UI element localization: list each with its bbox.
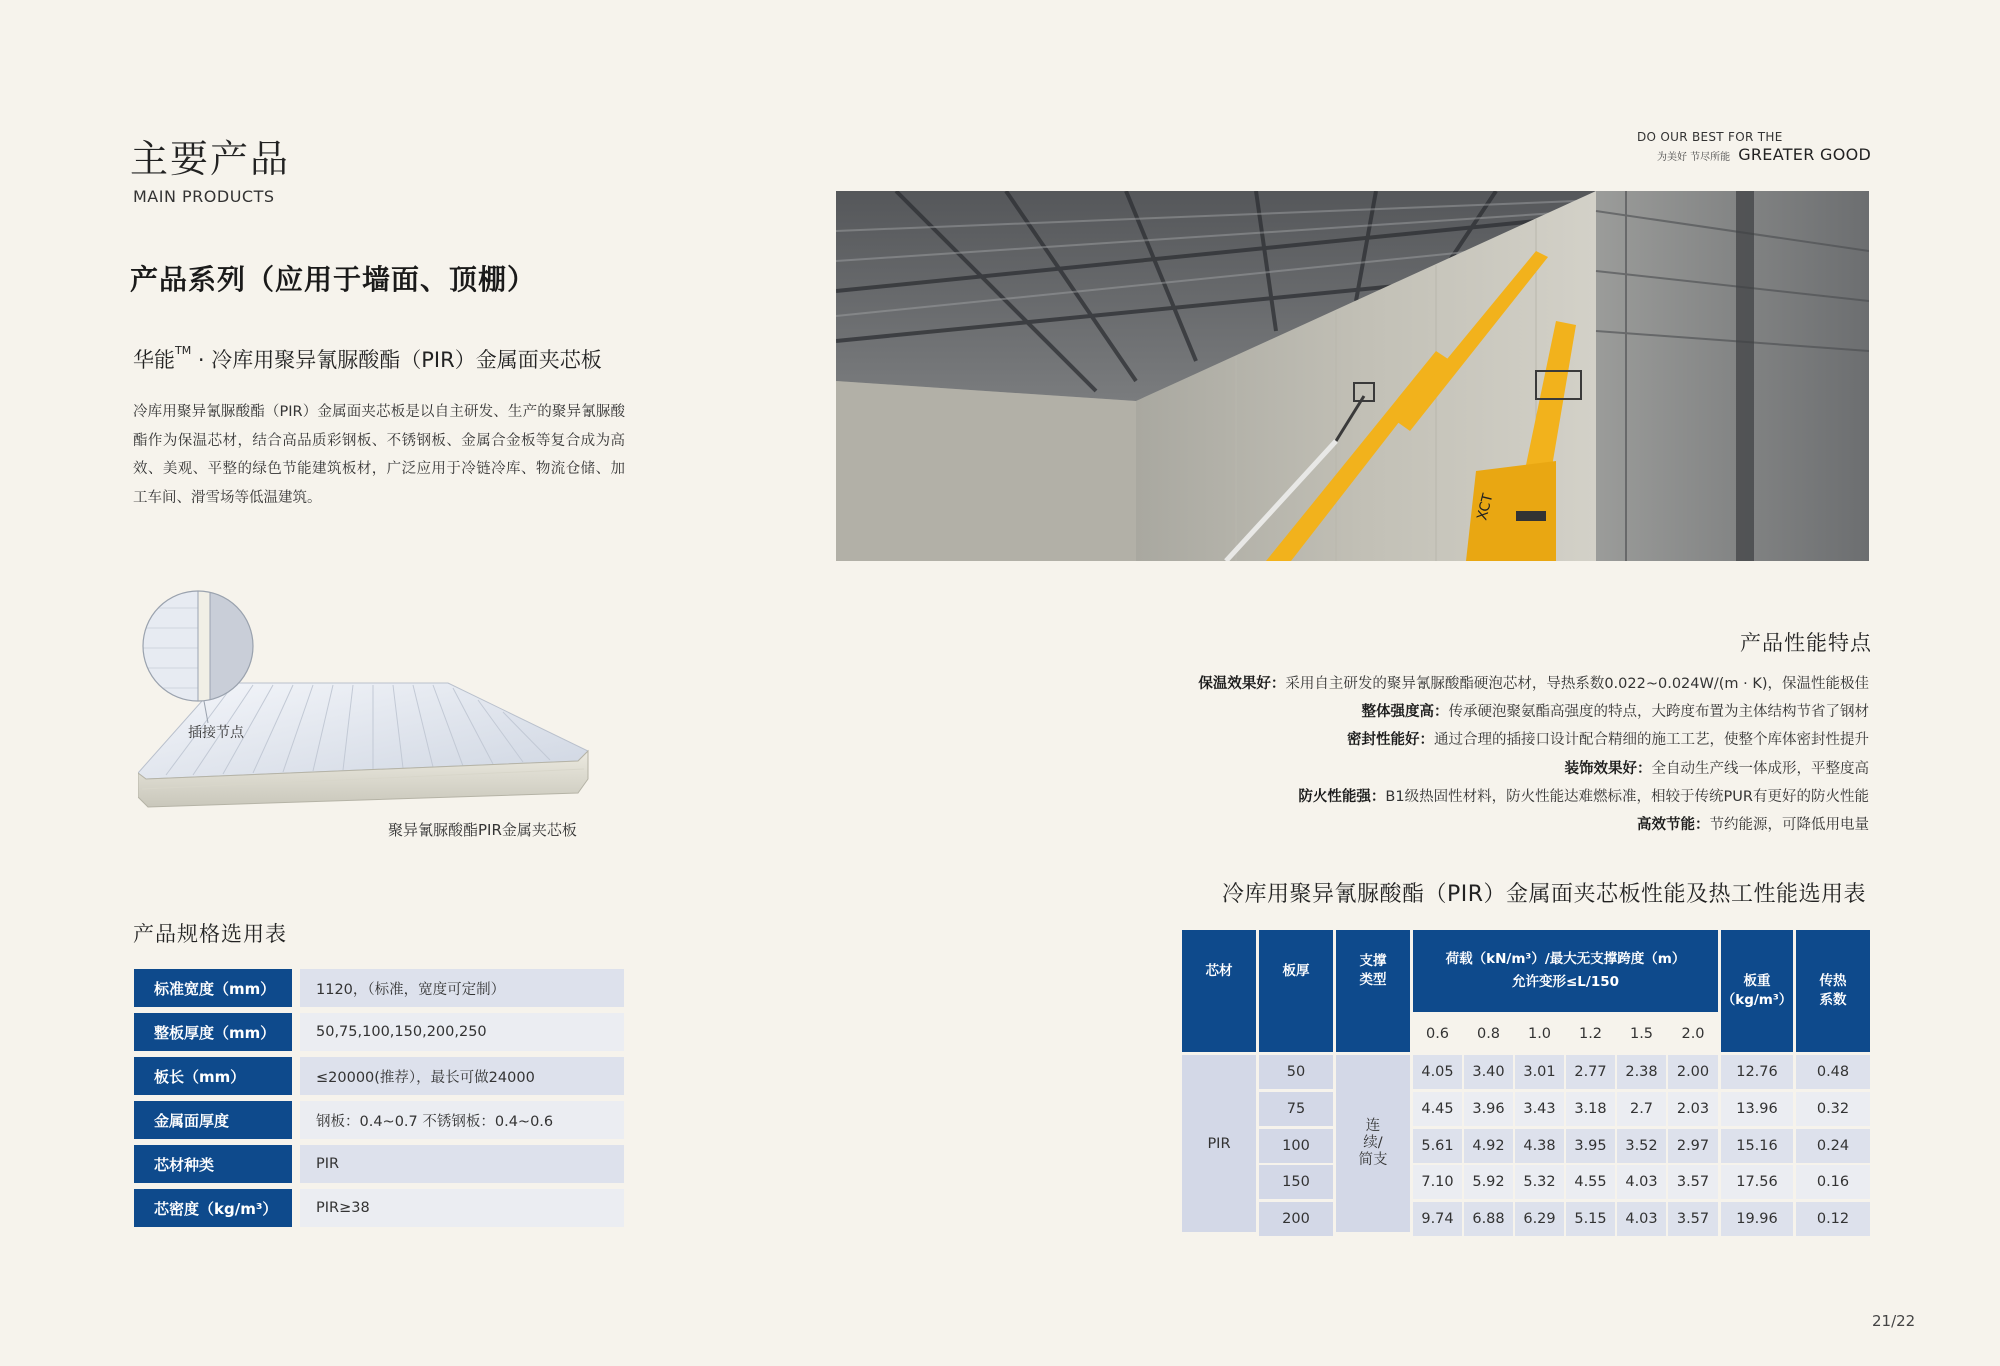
header-thickness: 板厚 <box>1259 930 1333 1012</box>
series-title: 产品系列（应用于墙面、顶棚） <box>130 263 537 296</box>
performance-item <box>1198 783 1869 811</box>
performance-table-title: 冷库用聚异氰脲酸酯（PIR）金属面夹芯板性能及热工性能选用表 <box>1221 882 1866 907</box>
span-cell: 2.38 <box>1617 1055 1666 1089</box>
slogan-en: GREATER GOOD <box>1738 145 1872 164</box>
spec-key: 金属面厚度 <box>134 1101 292 1139</box>
page-number: 21/22 <box>1872 1312 1916 1330</box>
spec-value: PIR <box>300 1145 624 1183</box>
installation-photo <box>836 191 1869 561</box>
span-cell: 2.00 <box>1668 1055 1718 1089</box>
product-name-prefix: 华能 <box>133 348 175 372</box>
thickness-cell: 50 <box>1259 1055 1333 1089</box>
thickness-cell: 200 <box>1259 1202 1333 1236</box>
spec-key: 板长（mm） <box>134 1057 292 1095</box>
spec-key: 芯密度（kg/m³） <box>134 1189 292 1227</box>
spec-row <box>134 1013 624 1051</box>
spec-row <box>134 969 624 1007</box>
span-cell: 4.03 <box>1617 1202 1666 1236</box>
trademark-mark: TM <box>175 344 192 357</box>
panel-caption: 聚异氰脲酸酯PIR金属夹芯板 <box>388 821 577 839</box>
heat-cell: 0.16 <box>1796 1165 1870 1199</box>
spec-key: 标准宽度（mm） <box>134 969 292 1007</box>
header-load <box>1413 930 1718 1012</box>
load-value: 1.5 <box>1617 1015 1666 1052</box>
span-cell: 4.38 <box>1515 1129 1564 1163</box>
crane-logo: XCT <box>1474 491 1497 522</box>
spec-key: 芯材种类 <box>134 1145 292 1183</box>
spec-row <box>134 1101 624 1139</box>
span-cell: 4.45 <box>1413 1092 1462 1126</box>
weight-cell: 17.56 <box>1721 1165 1793 1199</box>
thickness-cell: 75 <box>1259 1092 1333 1126</box>
heat-cell: 0.24 <box>1796 1129 1870 1163</box>
span-cell: 5.15 <box>1566 1202 1615 1236</box>
span-cell: 3.57 <box>1668 1165 1718 1199</box>
spec-row <box>134 1189 624 1227</box>
performance-list <box>1198 670 1869 839</box>
performance-text: 节约能源，可降低用电量 <box>1709 817 1869 834</box>
node-label: 插接节点 <box>188 725 244 741</box>
span-cell: 3.95 <box>1566 1129 1615 1163</box>
product-name <box>133 344 602 374</box>
performance-key: 高效节能： <box>1637 817 1710 834</box>
load-value: 0.6 <box>1413 1015 1462 1052</box>
performance-title: 产品性能特点 <box>1740 631 1872 655</box>
span-cell: 6.88 <box>1464 1202 1513 1236</box>
header-heat: 传热系数 <box>1796 930 1870 1052</box>
span-cell: 3.18 <box>1566 1092 1615 1126</box>
performance-item <box>1198 755 1869 783</box>
performance-key: 保温效果好： <box>1198 676 1286 692</box>
spec-table-title: 产品规格选用表 <box>133 922 287 946</box>
performance-item <box>1198 811 1869 839</box>
span-cell: 6.29 <box>1515 1202 1564 1236</box>
header-load-line1: 荷载（kN/m³）/最大无支撑跨度（m） <box>1445 951 1686 967</box>
span-cell: 2.77 <box>1566 1055 1615 1089</box>
support-cell: 连续/简支 <box>1336 1055 1410 1232</box>
span-cell: 9.74 <box>1413 1202 1462 1236</box>
spec-key: 整板厚度（mm） <box>134 1013 292 1051</box>
performance-item <box>1198 726 1869 754</box>
span-cell: 4.55 <box>1566 1165 1615 1199</box>
heat-cell: 0.48 <box>1796 1055 1870 1089</box>
span-cell: 5.61 <box>1413 1129 1462 1163</box>
span-cell: 2.97 <box>1668 1129 1718 1163</box>
performance-key: 防火性能强： <box>1298 788 1386 805</box>
load-value: 2.0 <box>1668 1015 1718 1052</box>
performance-text: 全自动生产线一体成形，平整度高 <box>1651 760 1869 777</box>
heat-cell: 0.12 <box>1796 1202 1870 1236</box>
span-cell: 3.57 <box>1668 1202 1718 1236</box>
spec-value: PIR≥38 <box>300 1189 624 1227</box>
slogan-line-1: DO OUR BEST FOR THE <box>1637 130 1783 144</box>
header-core: 芯材 <box>1182 930 1256 1012</box>
span-cell: 2.7 <box>1617 1092 1666 1126</box>
performance-key: 整体强度高： <box>1361 704 1449 721</box>
spec-value: 钢板：0.4~0.7 不锈钢板：0.4~0.6 <box>300 1101 624 1139</box>
spec-table <box>134 969 624 1233</box>
performance-item <box>1198 698 1869 726</box>
product-description: 冷库用聚异氰脲酸酯（PIR）金属面夹芯板是以自主研发、生产的聚异氰脲酸酯作为保温芯材，结合高品质彩钢板、不锈钢板、金属合金板等复合成为高效、美观、平整的绿色节能建筑板材，广泛应用于冷链冷库、物流仓储、加工车间、滑雪场等低温建筑。 <box>133 404 625 506</box>
span-cell: 4.05 <box>1413 1055 1462 1089</box>
product-name-rest: · 冷库用聚异氰脲酸酯（PIR）金属面夹芯板 <box>191 348 602 372</box>
slogan <box>1657 145 1871 164</box>
performance-item <box>1198 670 1869 698</box>
thickness-cell: 100 <box>1259 1129 1333 1163</box>
span-cell: 7.10 <box>1413 1165 1462 1199</box>
performance-text: 采用自主研发的聚异氰脲酸酯硬泡芯材，导热系数0.022~0.024W/(m · K)，保温性能极佳 <box>1285 676 1869 692</box>
span-cell: 3.96 <box>1464 1092 1513 1126</box>
page-title: 主要产品 <box>130 137 291 181</box>
span-cell: 4.92 <box>1464 1129 1513 1163</box>
core-cell: PIR <box>1182 1055 1256 1232</box>
load-value: 0.8 <box>1464 1015 1513 1052</box>
performance-key: 密封性能好： <box>1347 732 1434 749</box>
spec-value: 1120，（标准，宽度可定制） <box>300 969 624 1007</box>
load-value: 1.2 <box>1566 1015 1615 1052</box>
load-value: 1.0 <box>1515 1015 1564 1052</box>
weight-cell: 12.76 <box>1721 1055 1793 1089</box>
sandwich-panel-illustration <box>138 583 598 813</box>
header-load-line2: 允许变形≤L/150 <box>1511 974 1620 990</box>
heat-cell: 0.32 <box>1796 1092 1870 1126</box>
performance-text: 传承硬泡聚氨酯高强度的特点，大跨度布置为主体结构节省了钢材 <box>1448 704 1869 721</box>
spec-value: 50,75,100,150,200,250 <box>300 1013 624 1051</box>
weight-cell: 15.16 <box>1721 1129 1793 1163</box>
weight-cell: 13.96 <box>1721 1092 1793 1126</box>
span-cell: 3.01 <box>1515 1055 1564 1089</box>
span-cell: 5.92 <box>1464 1165 1513 1199</box>
slogan-cn: 为美好 节尽所能 <box>1657 152 1731 163</box>
spec-row <box>134 1057 624 1095</box>
spec-value: ≤20000(推荐），最长可做24000 <box>300 1057 624 1095</box>
performance-text: B1级热固性材料，防火性能达难燃标准，相较于传统PUR有更好的防火性能 <box>1385 788 1869 805</box>
thickness-cell: 150 <box>1259 1165 1333 1199</box>
span-cell: 5.32 <box>1515 1165 1564 1199</box>
span-cell: 3.52 <box>1617 1129 1666 1163</box>
span-cell: 2.03 <box>1668 1092 1718 1126</box>
span-cell: 3.40 <box>1464 1055 1513 1089</box>
span-cell: 3.43 <box>1515 1092 1564 1126</box>
performance-text: 通过合理的插接口设计配合精细的施工工艺，使整个库体密封性提升 <box>1434 732 1869 749</box>
header-support: 支撑类型 <box>1336 930 1410 1012</box>
performance-table <box>1182 930 1870 1232</box>
spec-row <box>134 1145 624 1183</box>
span-cell: 4.03 <box>1617 1165 1666 1199</box>
header-weight: 板重（kg/m³） <box>1721 930 1793 1052</box>
performance-key: 装饰效果好： <box>1564 760 1652 777</box>
page-subtitle: MAIN PRODUCTS <box>133 187 275 206</box>
weight-cell: 19.96 <box>1721 1202 1793 1236</box>
